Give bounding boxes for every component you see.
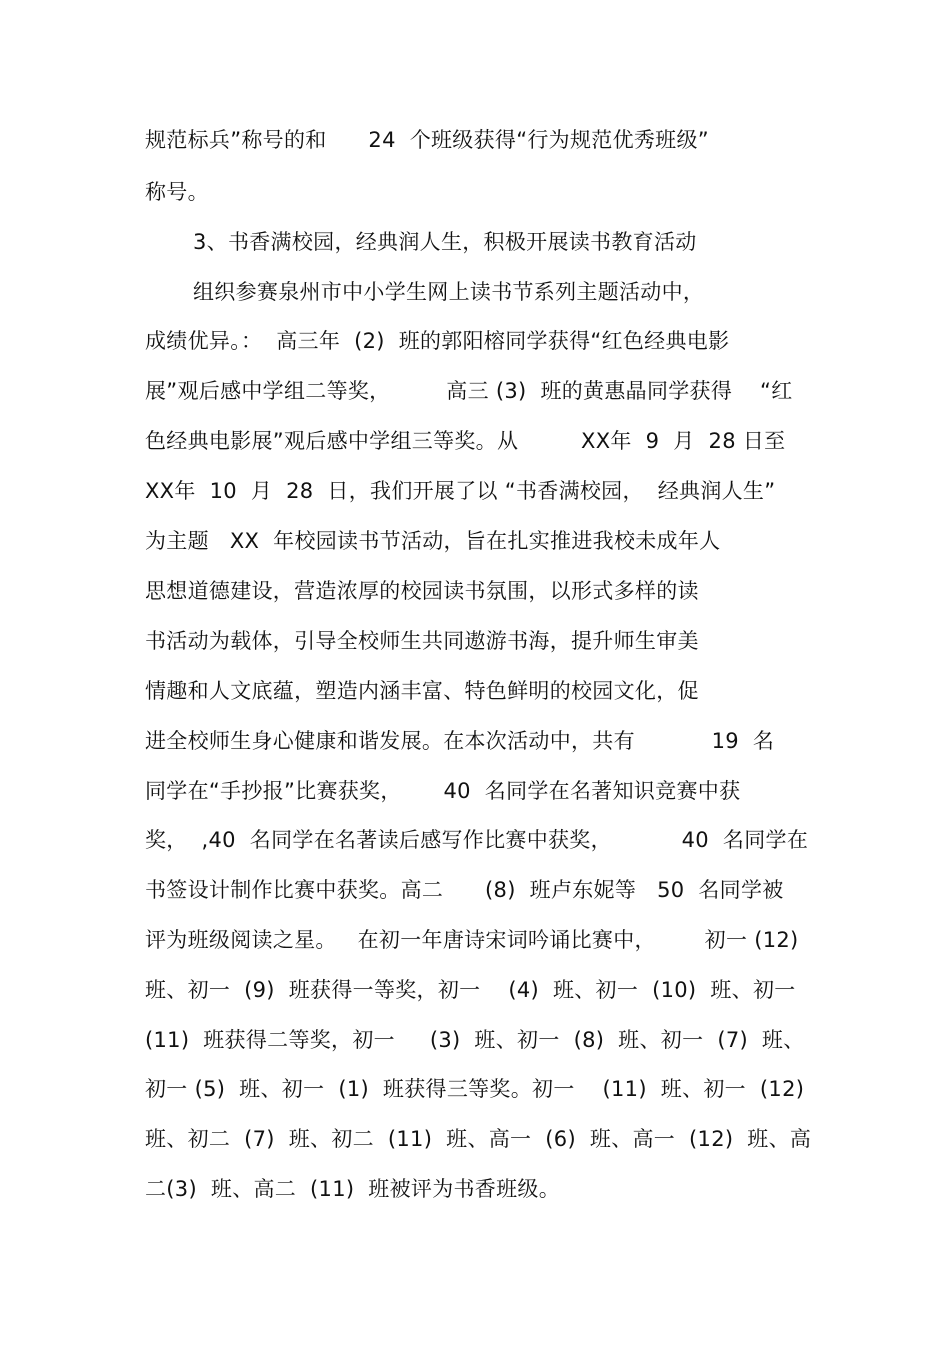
text-line-16: 书签设计制作比赛中获奖。高二 (8) 班卢东妮等 50 名同学被 xyxy=(145,878,784,902)
text-line-1: 规范标兵”称号的和 24 个班级获得“行为规范优秀班级” xyxy=(145,128,709,152)
text-line-13: 进全校师生身心健康和谐发展。在本次活动中，共有 19 名 xyxy=(145,729,775,753)
text-line-18: 班、初一 (9) 班获得一等奖，初一 (4) 班、初一 (10) 班、初一 xyxy=(145,978,796,1002)
text-line-19: (11) 班获得二等奖，初一 (3) 班、初一 (8) 班、初一 (7) 班、 xyxy=(145,1028,805,1052)
text-line-14: 同学在“手抄报”比赛获奖， 40 名同学在名著知识竞赛中获 xyxy=(145,779,741,803)
text-line-20: 初一 (5) 班、初一 (1) 班获得三等奖。初一 (11) 班、初一 (12) xyxy=(145,1077,805,1101)
text-line-2: 称号。 xyxy=(145,180,209,204)
text-line-8: XX年 10 月 28 日，我们开展了以 “书香满校园， 经典润人生” xyxy=(145,479,776,503)
text-line-6: 展”观后感中学组二等奖， 高三 (3) 班的黄惠晶同学获得 “红 xyxy=(145,379,793,403)
text-line-15: 奖， ,40 名同学在名著读后感写作比赛中获奖， 40 名同学在 xyxy=(145,828,809,852)
text-line-17: 评为班级阅读之星。 在初一年唐诗宋词吟诵比赛中， 初一 (12) xyxy=(145,928,799,952)
text-line-10: 思想道德建设，营造浓厚的校园读书氛围，以形式多样的读 xyxy=(145,579,699,603)
text-line-12: 情趣和人文底蕴，塑造内涵丰富、特色鲜明的校园文化，促 xyxy=(145,679,699,703)
text-line-11: 书活动为载体，引导全校师生共同遨游书海，提升师生审美 xyxy=(145,629,699,653)
text-line-9: 为主题 XX 年校园读书节活动，旨在扎实推进我校未成年人 xyxy=(145,529,721,553)
section-heading: 3、书香满校园，经典润人生，积极开展读书教育活动 xyxy=(193,230,697,254)
text-line-21: 班、初二 (7) 班、初二 (11) 班、高一 (6) 班、高一 (12) 班、高 xyxy=(145,1127,812,1151)
text-line-7: 色经典电影展”观后感中学组三等奖。从 XX年 9 月 28 日至 xyxy=(145,429,786,453)
text-line-5: 成绩优异。： 高三年 (2) 班的郭阳榕同学获得“红色经典电影 xyxy=(145,329,730,353)
text-line-4: 组织参赛泉州市中小学生网上读书节系列主题活动中， xyxy=(193,280,705,304)
text-line-22: 二(3) 班、高二 (11) 班被评为书香班级。 xyxy=(145,1177,561,1201)
